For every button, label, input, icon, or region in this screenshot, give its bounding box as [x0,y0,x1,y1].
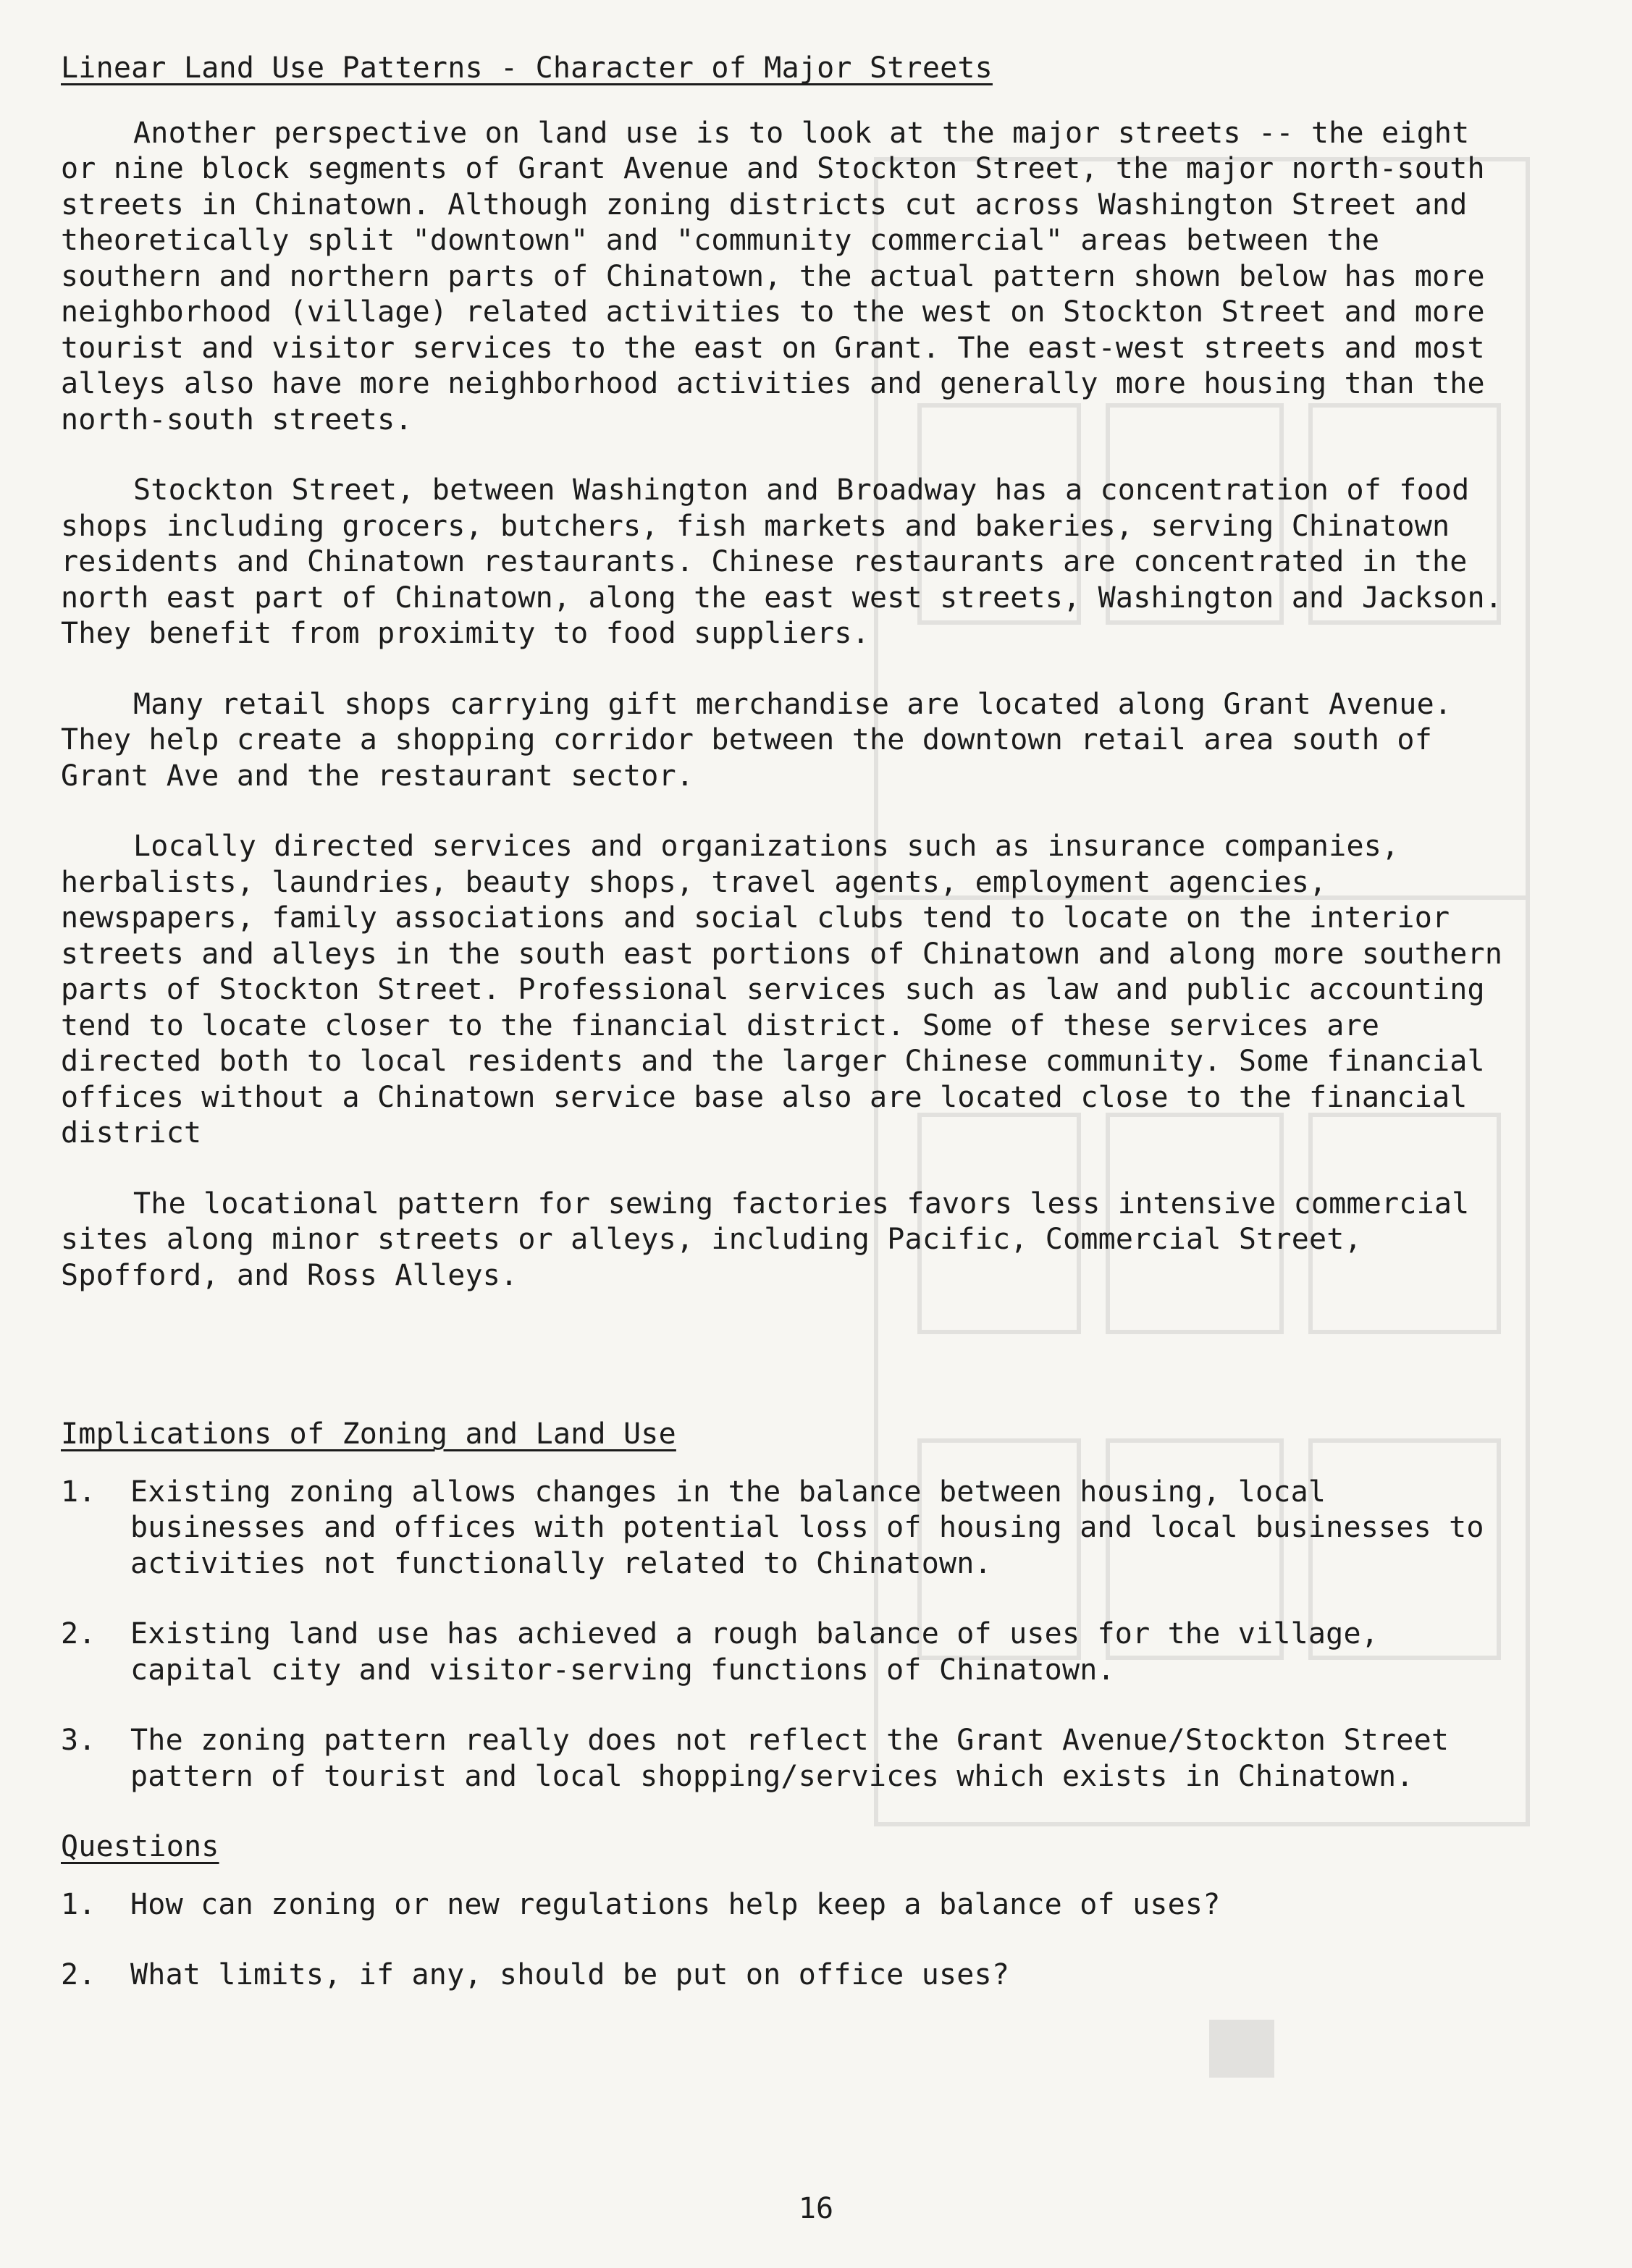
section-heading-linear-land-use: Linear Land Use Patterns - Character of Major Streets [61,51,993,85]
implications-list [61,1475,1509,1795]
list-item-text: Existing land use has achieved a rough balance of uses for the village, capital city and visitor-serving functions of Chinatown. [130,1617,1379,1687]
list-item [61,1887,1509,1923]
body-paragraph: The locational pattern for sewing factories favors less intensive commercial sites along minor streets or alleys, including Pacific, Commercial Street, Spofford, and Ross Alleys. [61,1186,1470,1292]
page-content [61,51,1509,1994]
page-number: 16 [798,2192,834,2225]
list-item [61,1723,1509,1795]
list-item-text: Existing zoning allows changes in the balance between housing, local businesses and offices with potential loss of housing and local businesses to activities not functionally related to Chinatown. [130,1475,1484,1580]
section-heading-implications: Implications of Zoning and Land Use [61,1417,676,1451]
list-item-number: 1. [61,1475,96,1509]
list-item-number: 2. [61,1617,96,1651]
list-item-number: 3. [61,1724,96,1757]
list-item [61,1475,1509,1582]
body-paragraph: Many retail shops carrying gift merchandise are located along Grant Avenue. They help create a shopping corridor between the downtown retail area south of Grant Ave and the restaurant sector. [61,687,1452,793]
list-item [61,1616,1509,1688]
list-item-text: What limits, if any, should be put on office uses? [130,1958,1010,1991]
list-item-text: How can zoning or new regulations help keep a balance of uses? [130,1887,1221,1921]
body-paragraph: Locally directed services and organizations such as insurance companies, herbalists, laundries, beauty shops, travel agents, employment agencies, newspapers, family associations and social clubs tend to locate on the interior streets and alleys in the south east portions of Chinatown and along more southern parts of Stockton Street. Professional services such as law and public accounting tend to locate closer to the financial district. Some of these services are directed both to local residents and the larger Chinese community. Some financial offices without a Chinatown service base also are located close to the financial district [61,830,1503,1150]
list-item [61,1957,1509,1994]
list-item-number: 1. [61,1887,96,1921]
list-item-text: The zoning pattern really does not reflect the Grant Avenue/Stockton Street pattern of tourist and local shopping/services which exists in Chinatown. [130,1724,1450,1793]
body-paragraph: Stockton Street, between Washington and Broadway has a concentration of food shops including grocers, butchers, fish markets and bakeries, serving Chinatown residents and Chinatown restaurants. Chinese restaurants are concentrated in the north east part of Chinatown, along the east west streets, Washington and Jackson. They benefit from proximity to food suppliers. [61,473,1503,650]
body-paragraph: Another perspective on land use is to look at the major streets -- the eight or nine block segments of Grant Avenue and Stockton Street, the major north-south streets in Chinatown. Although zoning districts cut across Washington Street and theoretically split "downtown" and "community commercial" areas between the southern and northern parts of Chinatown, the actual pattern shown below has more neighborhood (village) related activities to the west on Stockton Street and more tourist and visitor services to the east on Grant. The east-west streets and most alleys also have more neighborhood activities and generally more housing than the north-south streets. [61,116,1485,437]
questions-list [61,1887,1509,1994]
section-heading-questions: Questions [61,1830,219,1863]
list-item-number: 2. [61,1958,96,1991]
